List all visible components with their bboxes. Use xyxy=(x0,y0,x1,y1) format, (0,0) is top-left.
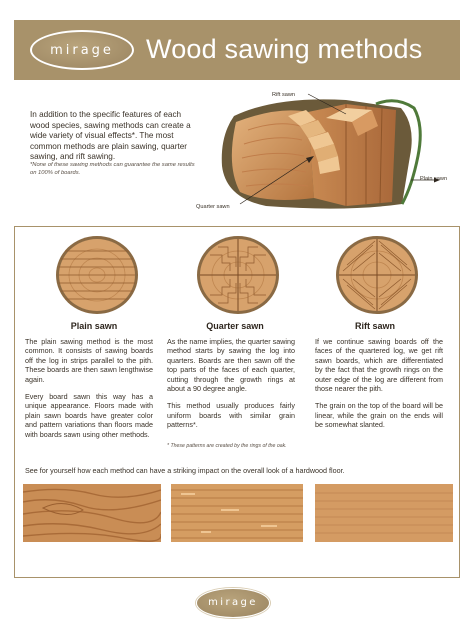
logo-text: mirage xyxy=(50,43,114,58)
log-sawing-illustration xyxy=(196,86,466,216)
quarter-sawn-description xyxy=(167,337,295,430)
plain-sawn-paragraph: Every board sawn this way has a unique appearance. Floors made with plain sawn boards have greater color and pattern variations than floors made with boards sawn using other methods. xyxy=(25,392,153,439)
callout-rift-sawn: Rift sawn xyxy=(272,92,296,98)
plain-sawn-heading: Plain sawn xyxy=(70,321,118,331)
quarter-sawn-paragraph: As the name implies, the quarter sawing method starts by sawing the log into quarters. Boards are then sawn off the top parts of the faces of each quarter, cutting through the growth rings at about a 90 degree angle. xyxy=(167,337,295,394)
plain-sawn-cross-section xyxy=(55,235,139,315)
plain-sawn-paragraph: The plain sawing method is the most common. It consists of sawing boards off the log in strips parallel to the pith. These boards are then sawn lengthwise again. xyxy=(25,337,153,384)
intro-footnote: *None of these sawing methods can guarantee the same results on 100% of boards. xyxy=(30,162,195,176)
grain-pattern-footnote: * These patterns are created by the rings of the oak. xyxy=(167,443,287,449)
intro-paragraph: In addition to the specific features of each wood species, sawing methods can create a wide variety of visual effects*. The most common methods are plain sawing, quarter sawing, and rift sawing. xyxy=(30,110,191,162)
comparison-caption: See for yourself how each method can have a striking impact on the overall look of a hardwood floor. xyxy=(25,466,345,475)
footer-logo-text: mirage xyxy=(208,597,258,608)
quarter-sawn-cross-section xyxy=(196,235,280,315)
methods-panel xyxy=(14,226,460,578)
mirage-logo xyxy=(30,30,134,70)
callout-plain-sawn: Plain sawn xyxy=(420,176,448,182)
rift-sawn-paragraph: If we continue sawing boards off the faces of the quartered log, we get rift sawn boards, which are differentiated by the fact that the growth rings on the outer edge of the log are different from those nearer the pith. xyxy=(315,337,443,394)
page-title: Wood sawing methods xyxy=(146,34,423,64)
plain-sawn-floor-sample xyxy=(23,484,161,542)
rift-sawn-paragraph: The grain on the top of the board will be linear, while the grain on the ends will be somewhat slanted. xyxy=(315,401,443,430)
callout-quarter-sawn: Quarter sawn xyxy=(196,204,230,210)
rift-sawn-cross-section xyxy=(335,235,419,315)
header-banner xyxy=(14,20,460,80)
rift-sawn-description xyxy=(315,337,443,430)
rift-sawn-floor-sample xyxy=(315,484,453,542)
plain-sawn-description xyxy=(25,337,153,439)
quarter-sawn-paragraph: This method usually produces fairly uniform boards with similar grain patterns*. xyxy=(167,401,295,430)
rift-sawn-heading: Rift sawn xyxy=(354,321,395,331)
quarter-sawn-heading: Quarter sawn xyxy=(206,321,264,331)
quarter-sawn-floor-sample xyxy=(171,484,303,542)
footer-mirage-logo xyxy=(196,588,270,618)
